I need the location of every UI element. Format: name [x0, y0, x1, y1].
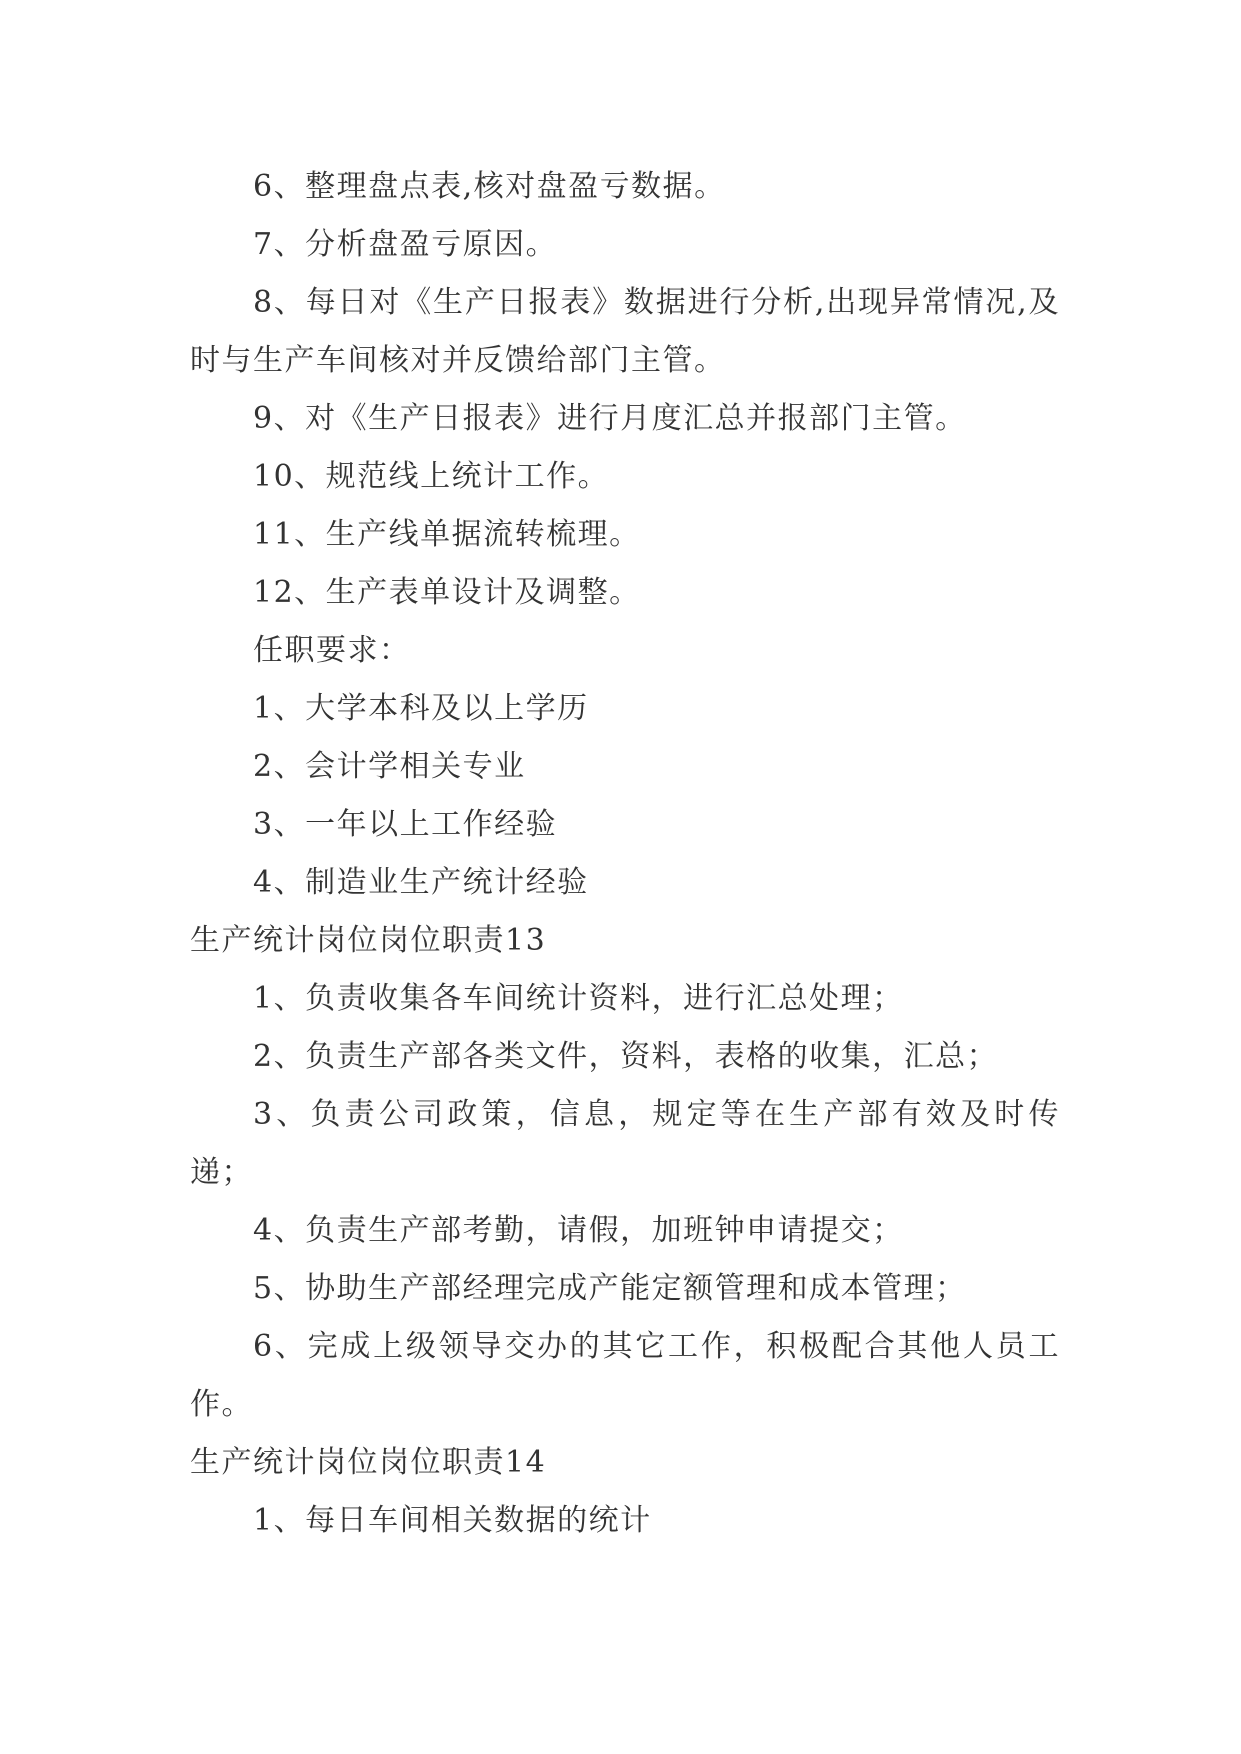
duty-item-8: 8、每日对《生产日报表》数据进行分析,出现异常情况,及时与生产车间核对并反馈给部门主管。	[190, 285, 1060, 378]
section13-item-6: 6、完成上级领导交办的其它工作，积极配合其他人员工作。	[190, 1329, 1060, 1422]
requirements-heading: 任职要求：	[253, 633, 411, 668]
duty-item-10: 10、规范线上统计工作。	[253, 459, 610, 494]
duty-item-6: 6、整理盘点表,核对盘盈亏数据。	[253, 169, 726, 204]
duty-item-7: 7、分析盘盈亏原因。	[253, 227, 558, 262]
duty-item-11: 11、生产线单据流转梳理。	[253, 517, 641, 552]
duty-item-12: 12、生产表单设计及调整。	[253, 575, 641, 610]
requirement-item-3: 3、一年以上工作经验	[253, 807, 558, 842]
requirement-item-2: 2、会计学相关专业	[253, 749, 526, 784]
section13-item-4: 4、负责生产部考勤，请假，加班钟申请提交；	[253, 1213, 904, 1248]
duty-item-9: 9、对《生产日报表》进行月度汇总并报部门主管。	[253, 401, 967, 436]
document-body	[190, 158, 1060, 1550]
section13-item-5: 5、协助生产部经理完成产能定额管理和成本管理；	[253, 1271, 967, 1306]
section-heading-14: 生产统计岗位岗位职责14	[190, 1445, 547, 1480]
section13-item-2: 2、负责生产部各类文件，资料，表格的收集，汇总；	[253, 1039, 999, 1074]
section14-item-1: 1、每日车间相关数据的统计	[253, 1503, 652, 1538]
section13-item-1: 1、负责收集各车间统计资料，进行汇总处理；	[253, 981, 904, 1016]
requirement-item-1: 1、大学本科及以上学历	[253, 691, 589, 726]
requirement-item-4: 4、制造业生产统计经验	[253, 865, 589, 900]
section13-item-3: 3、负责公司政策，信息，规定等在生产部有效及时传递；	[190, 1097, 1060, 1190]
section-heading-13: 生产统计岗位岗位职责13	[190, 923, 547, 958]
